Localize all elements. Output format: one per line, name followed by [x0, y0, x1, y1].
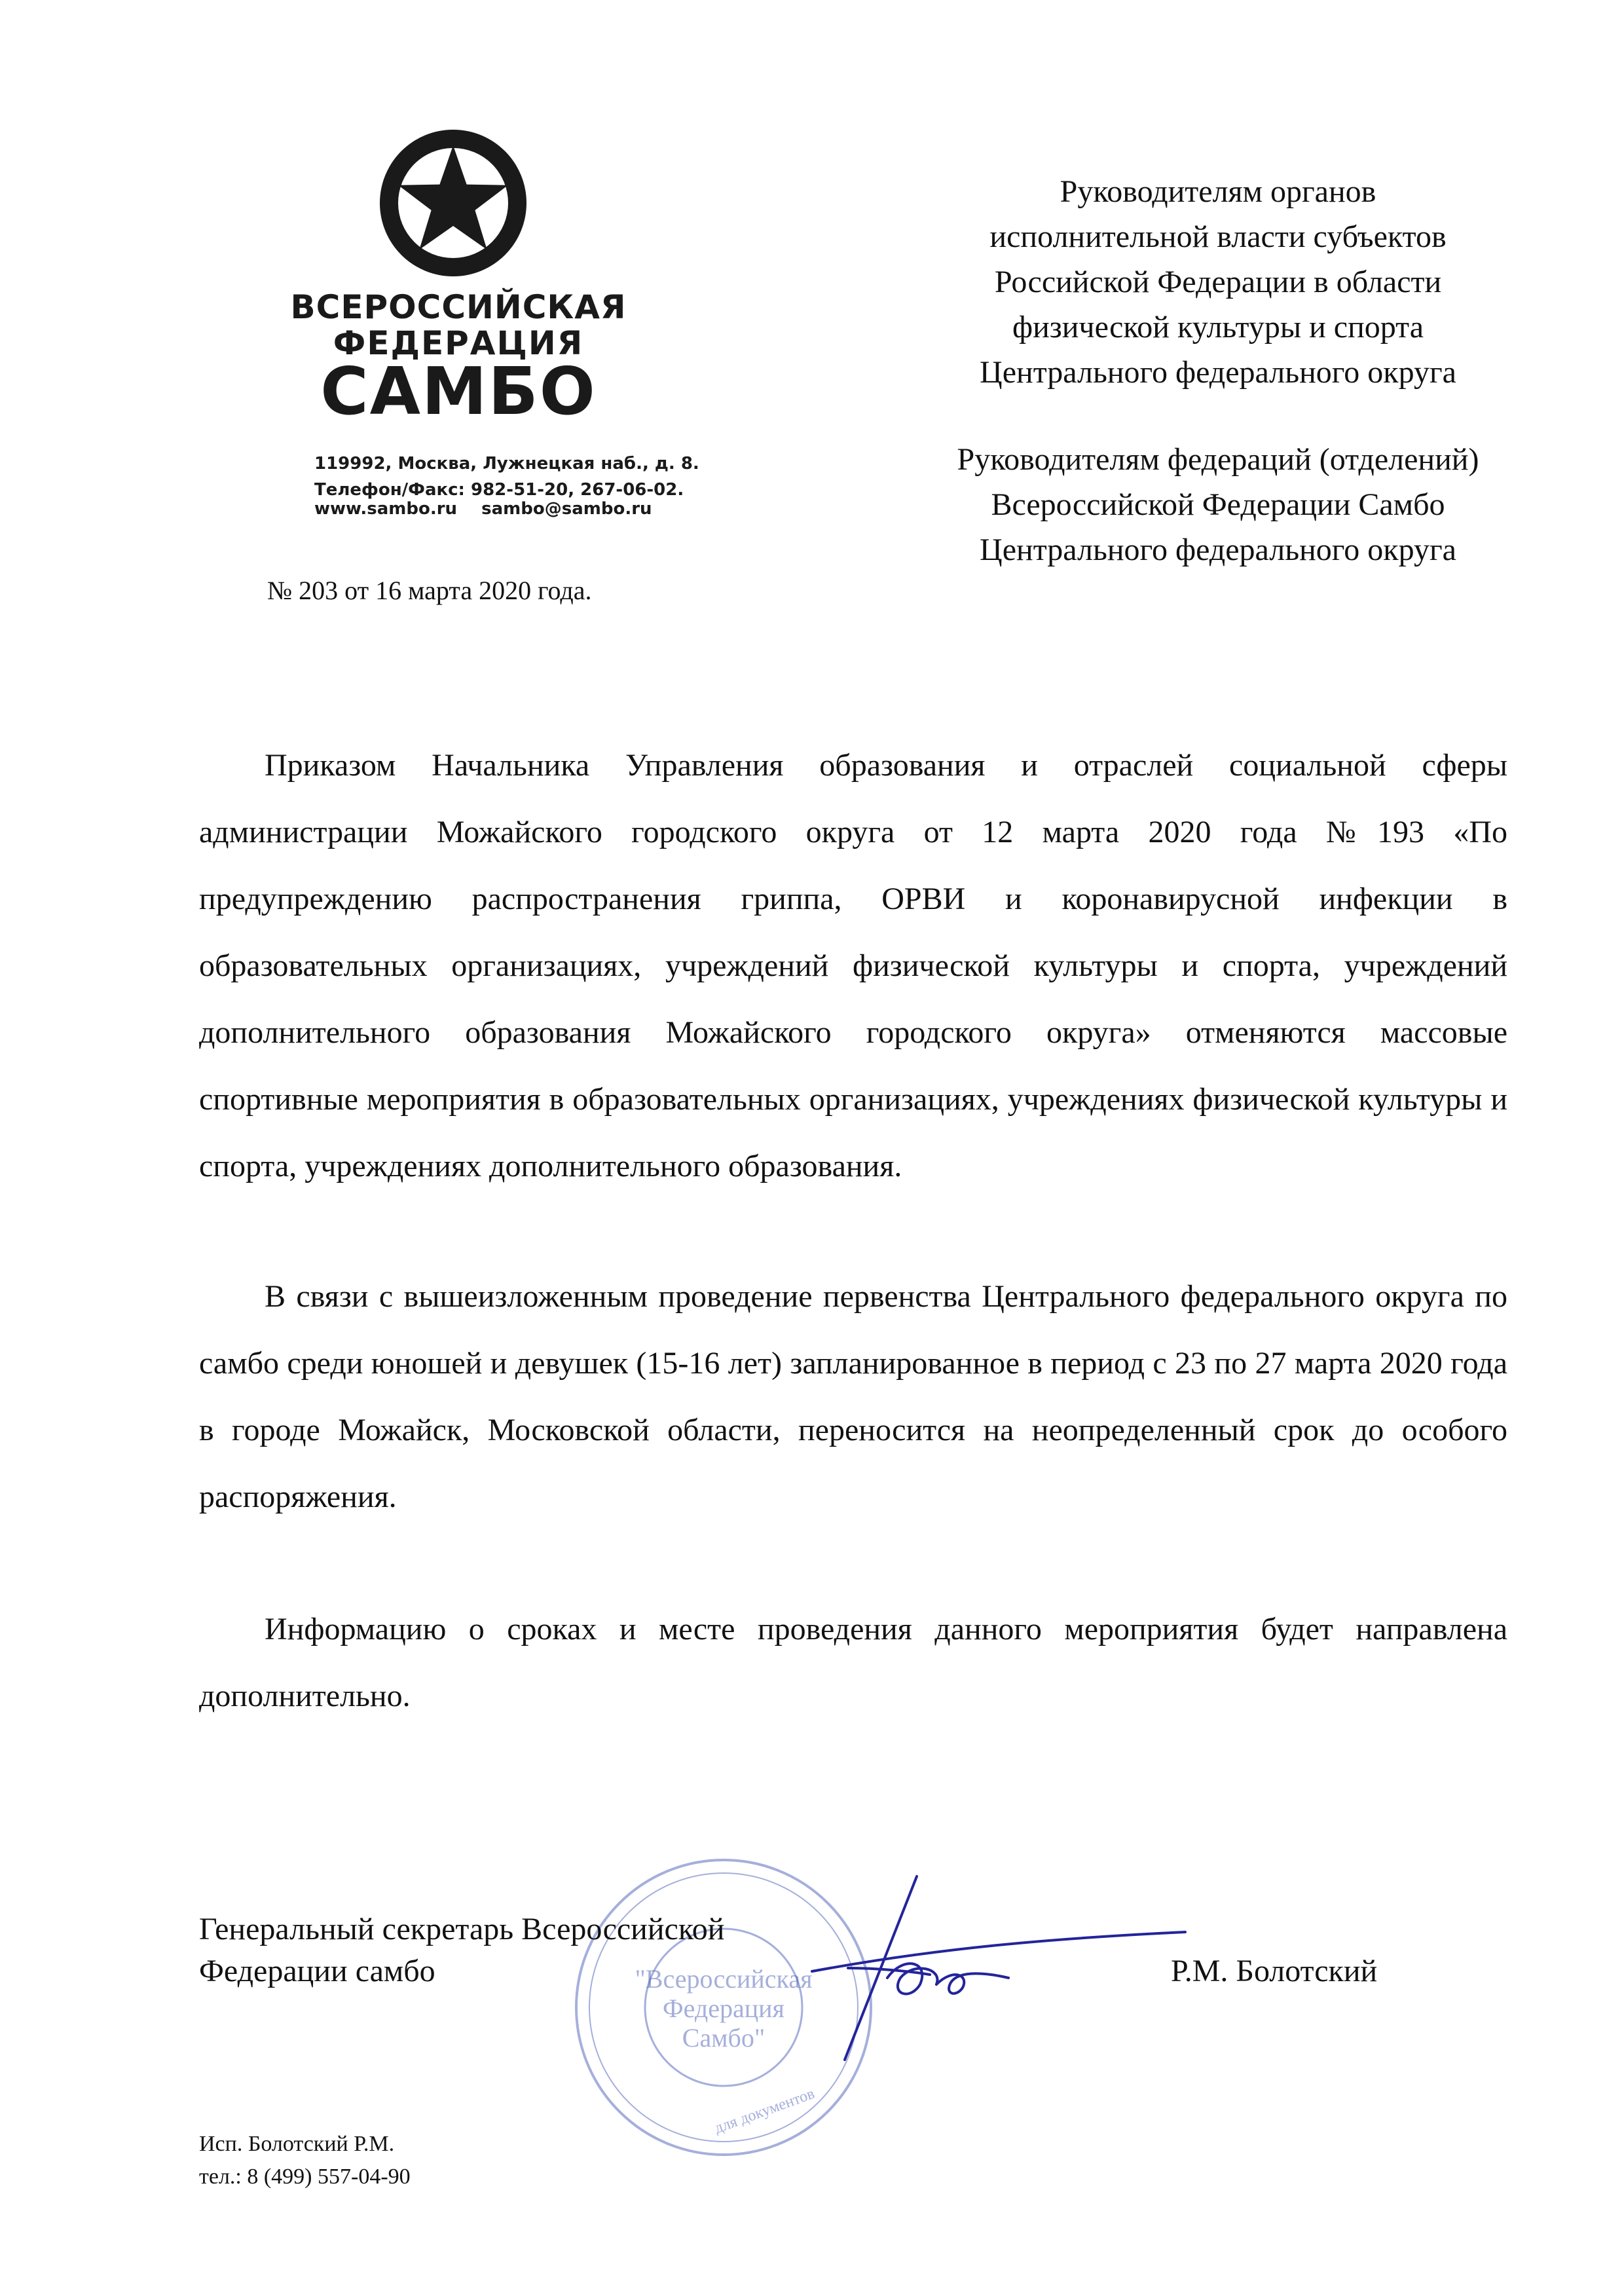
body-paragraph-2: В связи с вышеизложенным проведение первенства Центрального федерального округа по самбо среди юношей и девушек (15-16 лет) запланированное в период с 23 по 27 марта 2020 года в городе Можайск, Московской области, переносится на неопределенный срок до особого распоряжения. [199, 1279, 1507, 1514]
addressee-line: исполнительной власти субъектов [989, 219, 1447, 254]
signer-name: Р.М. Болотский [1171, 1954, 1378, 1988]
website-link: www.sambo.ru [314, 499, 458, 519]
svg-text:Самбо": Самбо" [682, 2023, 766, 2053]
addressee-line: Руководителям федераций (отделений) [957, 442, 1479, 477]
addressee-block-2 [864, 437, 1572, 572]
addressee-line: Центрального федерального округа [980, 532, 1456, 567]
executor-name: Исп. Болотский Р.М. [199, 2132, 395, 2156]
org-name-line-2: ФЕДЕРАЦИЯ [333, 324, 584, 362]
addressee-line: физической культуры и спорта [1012, 310, 1424, 344]
body-paragraph-3: Информацию о сроках и месте проведения данного мероприятия будет направлена дополнительно. [199, 1612, 1507, 1713]
svg-text:Федерация: Федерация [663, 1994, 784, 2023]
svg-text:"Всероссийская: "Всероссийская [635, 1964, 813, 1994]
body-paragraph-1: Приказом Начальника Управления образования и отраслей социальной сферы администрации Можайского городского округа от 12 марта 2020 года №193 «По предупреждению распространения гриппа, ОРВИ и коронавирусной инфекции в образовательных организациях, учреждений физической культуры и спорта, учреждений дополнительного образования Можайского городского округа» отменяются массовые спортивные мероприятия в образовательных организациях, учреждениях физической культуры и спорта, учреждениях дополнительного образования. [199, 748, 1507, 1183]
org-name-line-1: ВСЕРОССИЙСКАЯ [290, 288, 627, 326]
addressee-line: Центрального федерального округа [980, 355, 1456, 390]
handwritten-signature-icon [773, 1870, 1244, 2079]
org-name-line-3: САМБО [320, 353, 597, 430]
addressee-block-1 [864, 169, 1572, 395]
addressee-line: Всероссийской Федерации Самбо [991, 487, 1445, 522]
signer-title-line-1: Генеральный секретарь Всероссийской [199, 1912, 725, 1946]
signer-title-line-2: Федерации самбо [199, 1954, 435, 1988]
svg-text:для документов: для документов [712, 2085, 817, 2138]
contact-address: 119992, Москва, Лужнецкая наб., д. 8. [314, 454, 699, 474]
executor-phone: тел.: 8 (499) 557-04-90 [199, 2165, 411, 2189]
contact-web [314, 499, 671, 519]
addressee-line: Руководителям органов [1060, 174, 1376, 209]
email-link: sambo@sambo.ru [481, 499, 652, 519]
star-in-circle-emblem-icon [375, 124, 532, 282]
contact-phone: Телефон/Факс: 982-51-20, 267-06-02. [314, 480, 684, 500]
addressee-line: Российской Федерации в области [994, 265, 1442, 299]
document-number: № 203 от 16 марта 2020 года. [267, 576, 592, 605]
